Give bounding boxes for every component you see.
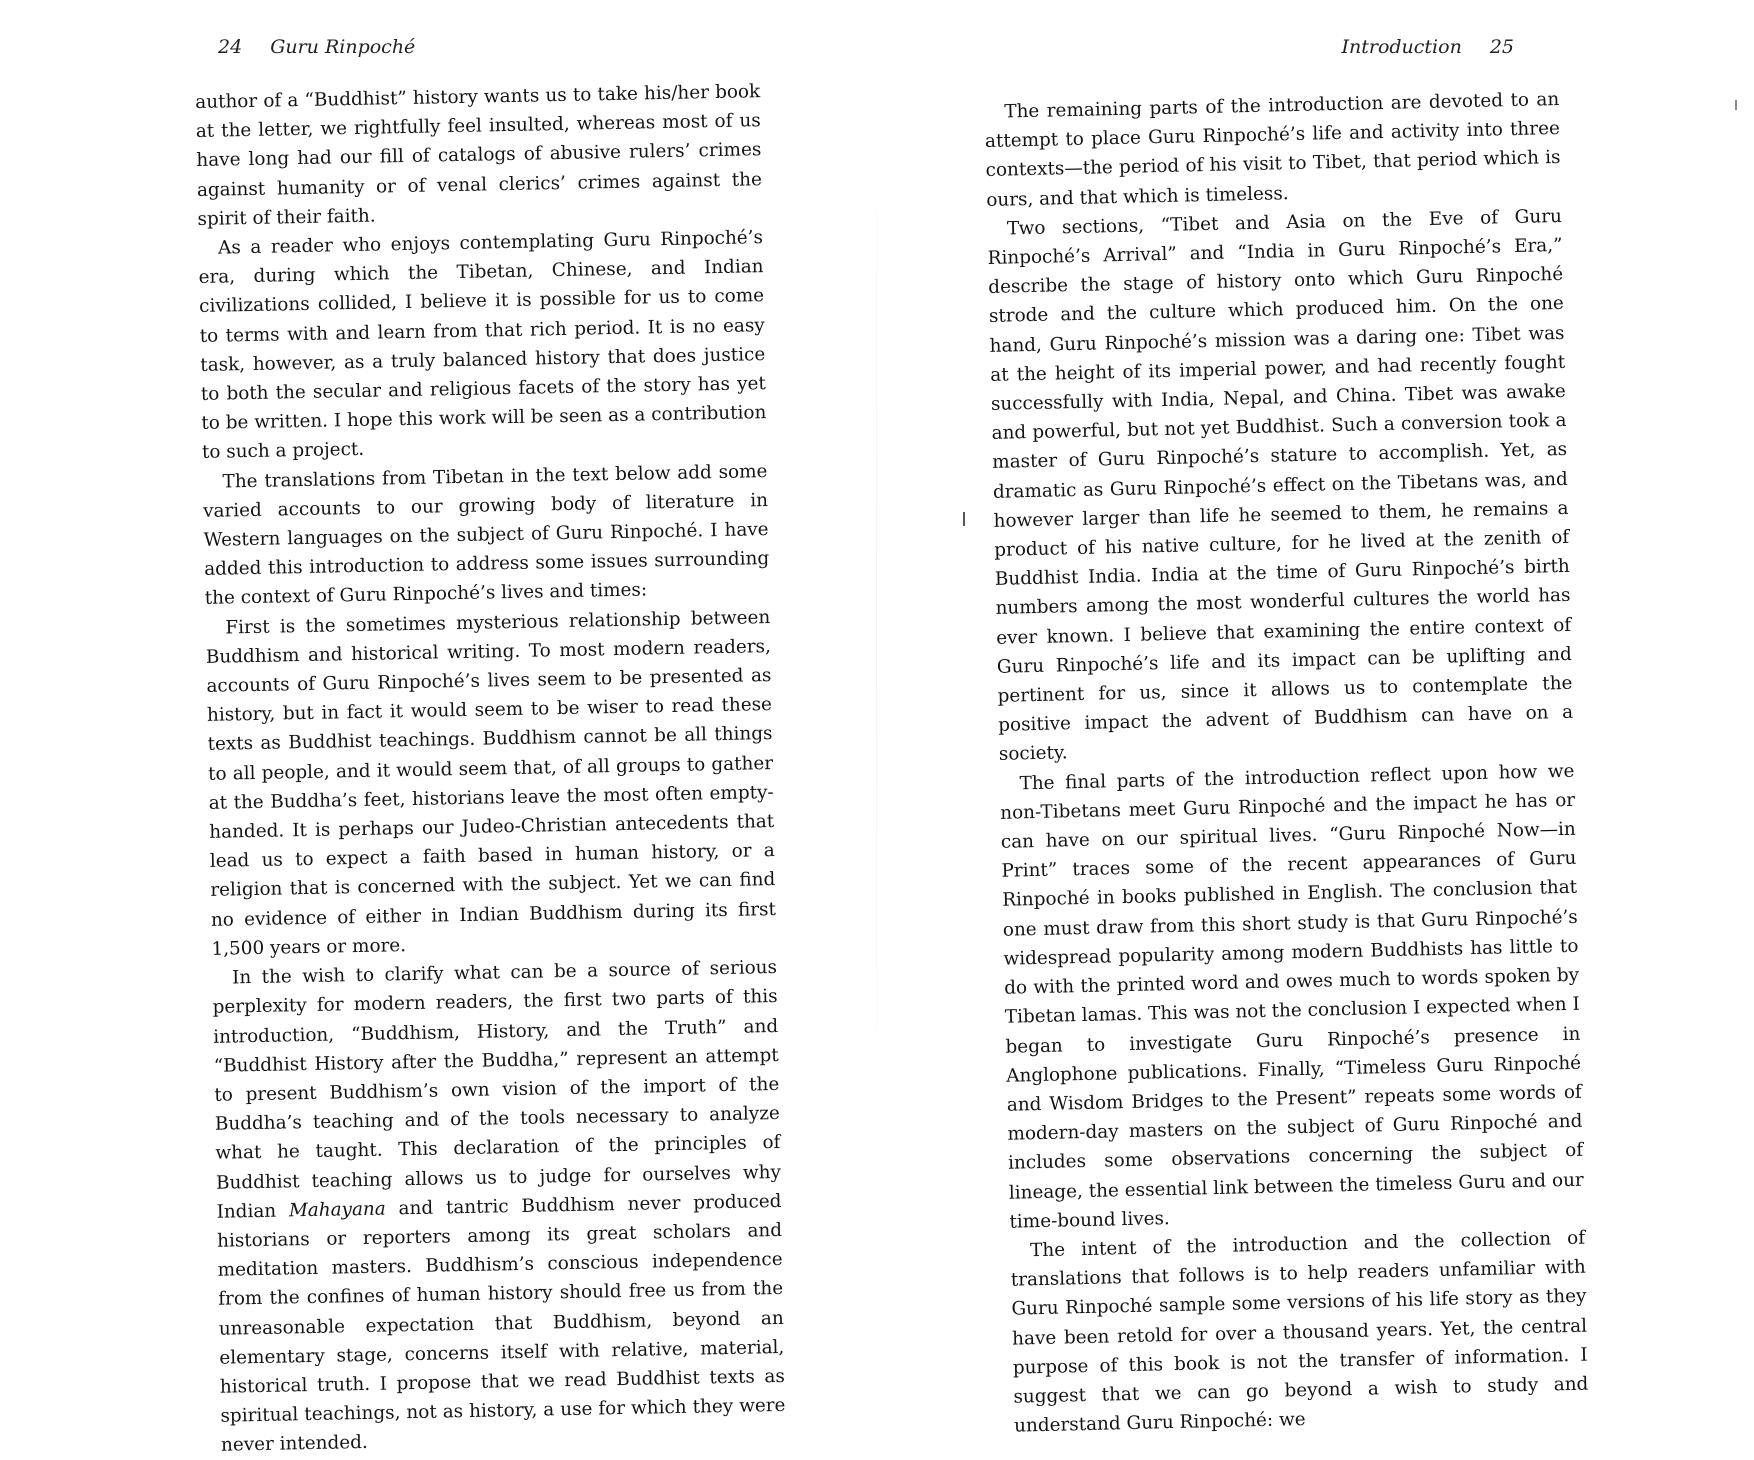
left-paragraph-3: The translations from Tibetan in the text below add some varied accounts to our growing body of literature in Western languages on the subject of Guru Rinpoché. I have added this introduction to address some issues surrounding the context of Guru Rinpoché’s lives and times: [202, 460, 770, 610]
right-page-number: 25 [1489, 36, 1514, 58]
left-paragraph-1: author of a “Buddhist” history wants us to take his/her book at the letter, we rightfully feel insulted, whereas most of us have long had our fill of catalogs of abusive rulers’ crimes against humanity or of venal clerics’ crimes against the spirit of their faith. [195, 81, 763, 230]
left-paragraph-5-part-a: In the wish to clarify what can be a source of serious perplexity for modern readers, the first two parts of this introduction, “Buddhism, History, and the Truth” and “Buddhist History after the Buddha,” represent an attempt to present Buddhism’s own vision of the import of the Buddha’s teaching and of the tools necessary to analyze what he taught. This declaration of the principles of Buddhist teaching allows us to judge for ourselves why Indian [212, 957, 782, 1223]
margin-speck [1735, 100, 1737, 110]
left-page-number: 24 [218, 36, 243, 58]
left-paragraph-5 [212, 953, 786, 1460]
margin-pencil-mark [963, 512, 965, 526]
left-paragraph-2: As a reader who enjoys contemplating Guru Rinpoché’s era, during which the Tibetan, Chinese, and Indian civilizations collided, I believe it is possible for us to come to terms with and learn from that rich period. It is no easy task, however, as a truly balanced history that does justice to both the secular and religious facets of the story has yet to be written. I hope this work will be seen as a contribution to such a project. [198, 227, 767, 464]
left-text-block [195, 77, 786, 1460]
right-paragraph-4: The intent of the introduction and the collection of translations that follows is to help readers unfamiliar with Guru Rinpoché sample some versions of his life story as they have been retold for over a thousand years. Yet, the central purpose of this book is not the transfer of information. I suggest that we can go beyond a wish to study and understand Guru Rinpoché: we [1010, 1227, 1589, 1437]
right-page [877, 0, 1754, 1437]
right-paragraph-1: The remaining parts of the introduction are devoted to an attempt to place Guru Rinpoché’s life and activity into three contexts—the period of his visit to Tibet, that period which is ours, and that which is timeless. [984, 88, 1561, 211]
left-paragraph-5-italic: Mahayana [288, 1198, 386, 1222]
left-running-title: Guru Rinpoché [270, 36, 416, 58]
left-running-head [218, 36, 415, 58]
right-paragraph-3: The final parts of the introduction reflect upon how we non-Tibetans meet Guru Rinpoché and the impact he has or can have on our spiritual lives. “Guru Rinpoché Now—in Print” traces some of the recent appearances of Guru Rinpoché in books published in English. The conclusion that one must draw from this short study is that Guru Rinpoché’s widespread popularity among modern Buddhists has little to do with the printed word and owes much to words spoken by Tibetan lamas. This was not the conclusion I expected when I began to investigate Guru Rinpoché’s presence in Anglophone publications. Finally, “Timeless Guru Rinpoché and Wisdom Bridges to the Present” repeats some words of modern-day masters on the subject of Guru Rinpoché and includes some observations concerning the subject of lineage, the essential link between the timeless Guru and our time-bound lives. [999, 760, 1584, 1233]
right-running-title: Introduction [1341, 36, 1462, 58]
right-running-head [1341, 36, 1514, 58]
right-paragraph-2: Two sections, “Tibet and Asia on the Eve of Guru Rinpoché’s Arrival” and “India in Guru Rinpoché’s Era,” describe the stage of history onto which Guru Rinpoché strode and the culture which produced him. On the one hand, Guru Rinpoché’s mission was a daring one: Tibet was at the height of its imperial power, and had recently fought successfully with India, Nepal, and China. Tibet was awake and powerful, but not yet Buddhist. Such a conversion took a master of Guru Rinpoché’s stature to accomplish. Yet, as dramatic as Guru Rinpoché’s effect on the Tibetans was, and however larger than life he seemed to them, he remains a product of his native culture, for he lived at the zenith of Buddhist India. India at the time of Guru Rinpoché’s birth numbers among the most wonderful cultures the world has ever known. I believe that examining the entire context of Guru Rinpoché’s life and its impact can be uplifting and pertinent for us, since it allows us to contemplate the positive impact the advent of Buddhism can have on a society. [987, 205, 1574, 766]
right-text-block [984, 85, 1589, 1441]
left-paragraph-4: First is the sometimes mysterious relationship between Buddhism and historical writing. To most modern readers, accounts of Guru Rinpoché’s lives seem to be presented as history, but in fact it would seem to be wiser to read these texts as Buddhist teachings. Buddhism cannot be all things to all people, and it would seem that, of all groups to gather at the Buddha’s feet, historians leave the most often empty-handed. It is perhaps our Judeo-Christian antecedents that lead us to expect a faith based in human history, or a religion that is concerned with the subject. Yet we can find no evidence of either in Indian Buddhism during its first 1,500 years or more. [205, 606, 777, 960]
left-paragraph-5-part-b: and tantric Buddhism never produced historians or reporters among its great scholars and meditation masters. Buddhism’s conscious independence from the confines of human history should free us from the unreasonable expectation that Buddhism, beyond an elementary stage, concerns itself with relative, material, historical truth. I propose that we read Buddhist texts as spiritual teachings, not as history, a use for which they were never intended. [216, 1190, 786, 1457]
left-page [0, 0, 877, 1457]
